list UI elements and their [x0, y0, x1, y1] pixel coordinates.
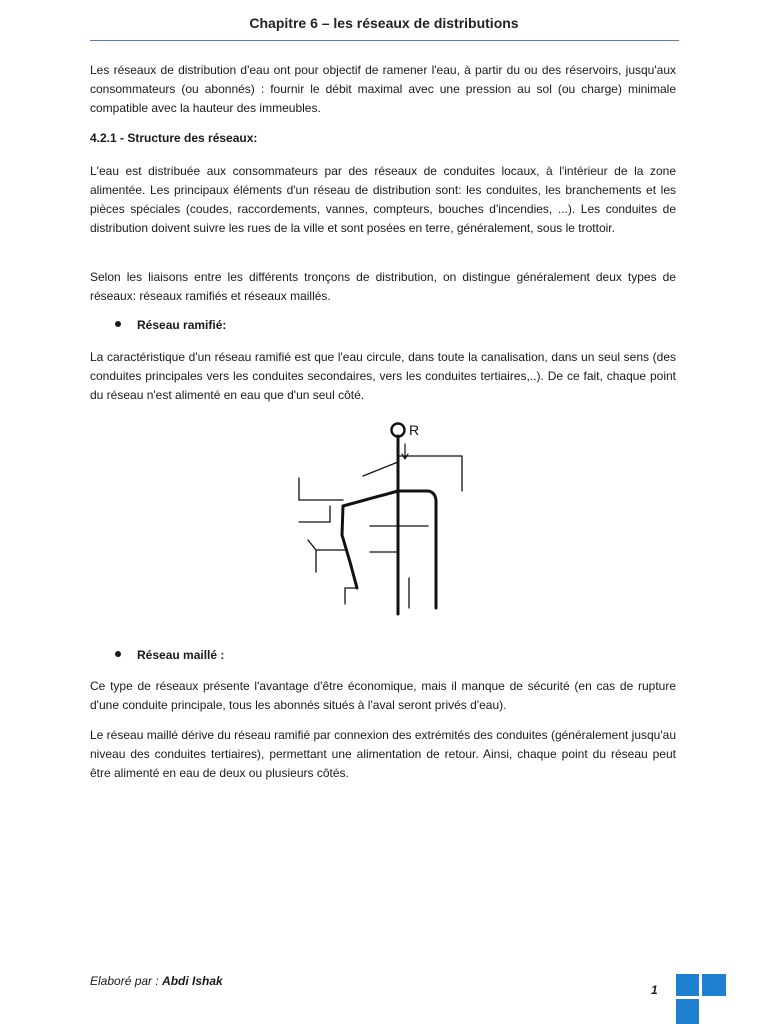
main-branch-right: [398, 491, 436, 608]
bullet-label-ramifie: Réseau ramifié:: [137, 318, 227, 332]
structure-paragraph: L'eau est distribuée aux consommateurs par des réseaux de conduites locaux, à l'intérieur de la zone alimentée. Les principaux éléments d'un réseau de distribution sont: les conduites, les branchements et les pièces spéciales (coudes, raccordements, vannes, compteurs, bouches d'incendies, ...). Les conduites de distribution doivent suivre les rues de la ville et sont posées en terre, généralement, sous le trottoir.: [90, 164, 676, 235]
branched-network-diagram: [290, 418, 480, 623]
footer-author-prefix: Elaboré par :: [90, 974, 163, 988]
bullet-dot-icon: [115, 651, 121, 657]
secondary-pipe-left: [342, 506, 357, 588]
page-title: Chapitre 6 – les réseaux de distributions: [249, 15, 519, 31]
page-number: 1: [651, 983, 658, 997]
branch-upper-left: [363, 462, 398, 476]
title-rule: [90, 40, 679, 41]
bullet-reseau-ramifie: [115, 318, 226, 332]
section-heading: 4.2.1 - Structure des réseaux:: [90, 131, 258, 145]
types-paragraph: Selon les liaisons entre les différents tronçons de distribution, on distingue généralement deux types de réseaux: réseaux ramifiés et réseaux maillés.: [90, 270, 676, 303]
corner-logo-icon: [676, 974, 727, 1024]
bullet-reseau-maille: [115, 648, 224, 662]
bullet-label-maille: Réseau maillé :: [137, 648, 225, 662]
maille-paragraph-1: Ce type de réseaux présente l'avantage d'être économique, mais il manque de sécurité (en cas de rupture d'une conduite principale, tous les abonnés situés à l'aval seront privés d'eau).: [90, 679, 676, 712]
branch-upper-right: [398, 456, 462, 491]
reservoir-label: R: [409, 422, 420, 438]
tertiary-6: [345, 588, 357, 604]
intro-paragraph: Les réseaux de distribution d'eau ont pour objectif de ramener l'eau, à partir du ou des réservoirs, jusqu'aux consommateurs (ou abonnés) : fournir le débit maximal avec une pression au sol (ou charge) minimale compatible avec la hauteur des immeubles.: [90, 63, 676, 115]
footer-author-name: Abdi Ishak: [162, 974, 223, 988]
footer-author: [90, 974, 223, 988]
ramifie-paragraph: La caractéristique d'un réseau ramifié est que l'eau circule, dans toute la canalisation, dans un seul sens (des conduites principales vers les conduites secondaires, vers les conduites tertiaires,..). De ce fait, chaque point du réseau n'est alimenté en eau que d'un seul côté.: [90, 350, 676, 402]
bullet-dot-icon: [115, 321, 121, 327]
tertiary-3: [299, 506, 330, 522]
maille-paragraph-2: Le réseau maillé dérive du réseau ramifié par connexion des extrémités des conduites (généralement jusqu'au niveau des conduites tertiaires), permettant une alimentation de retour. Ainsi, chaque point du réseau peut être alimenté en eau de deux ou plusieurs côtés.: [90, 728, 676, 780]
tertiary-4: [308, 540, 345, 550]
main-branch-left: [343, 491, 398, 506]
flow-arrow-icon: [402, 444, 408, 459]
